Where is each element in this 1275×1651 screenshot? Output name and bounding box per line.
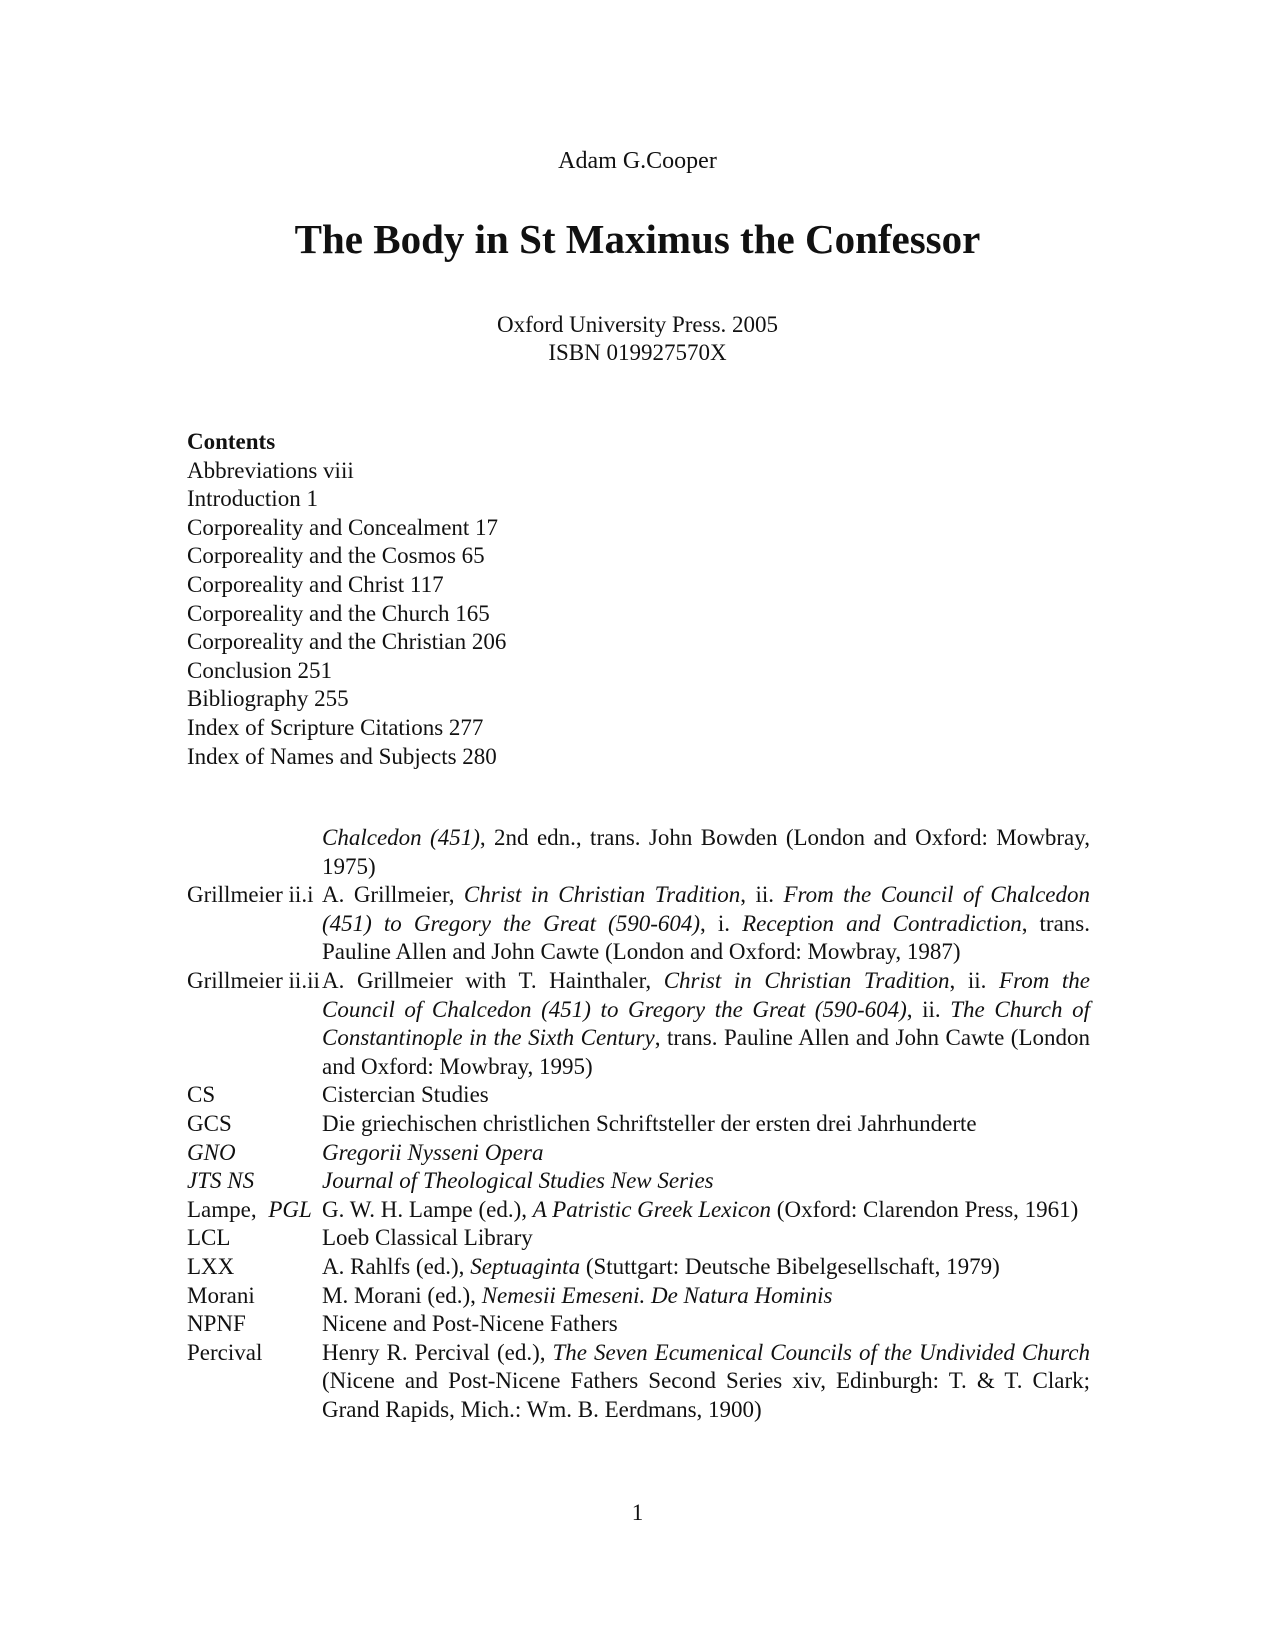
abbreviation-key: Morani <box>187 1282 255 1308</box>
abbreviation-entry <box>187 1282 1090 1311</box>
book-title: The Body in St Maximus the Confessor <box>294 216 981 262</box>
author-name: Adam G.Cooper <box>558 148 717 174</box>
abbreviation-entry <box>187 824 1090 881</box>
contents-item: Index of Names and Subjects 280 <box>187 743 497 769</box>
page-number: 1 <box>631 1500 644 1525</box>
abbreviation-entry <box>187 1196 1090 1225</box>
abbreviation-key: LXX <box>187 1253 235 1279</box>
abbreviation-value: A. Rahlfs (ed.), Septuaginta (Stuttgart: Deutsche Bibelgesellschaft, 1979) <box>322 1253 1000 1279</box>
abbreviation-value: G. W. H. Lampe (ed.), A Patristic Greek Lexicon (Oxford: Clarendon Press, 1961) <box>322 1196 1079 1222</box>
abbreviation-value: M. Morani (ed.), Nemesii Emeseni. De Natura Hominis <box>322 1282 833 1308</box>
contents-item: Corporeality and the Christian 206 <box>187 629 507 655</box>
abbreviation-value: Loeb Classical Library <box>322 1225 533 1251</box>
abbreviation-entry <box>187 1139 1090 1168</box>
contents-item: Corporeality and Concealment 17 <box>187 514 499 540</box>
contents-item: Index of Scripture Citations 277 <box>187 714 484 740</box>
abbreviation-value: Cistercian Studies <box>322 1082 489 1108</box>
abbreviation-entry <box>187 1167 1090 1196</box>
contents-item: Conclusion 251 <box>187 657 333 683</box>
abbreviation-value: Nicene and Post-Nicene Fathers <box>322 1311 618 1337</box>
contents-item: Bibliography 255 <box>187 686 349 712</box>
abbreviation-entry <box>187 881 1090 967</box>
table-of-contents <box>187 428 506 771</box>
abbreviation-key: NPNF <box>187 1311 246 1337</box>
abbreviation-key: GNO <box>187 1139 236 1165</box>
contents-item: Corporeality and the Cosmos 65 <box>187 543 485 569</box>
abbreviation-value: Journal of Theological Studies New Series <box>322 1168 714 1194</box>
abbreviations-list <box>187 824 1090 1424</box>
abbreviation-entry <box>187 967 1090 1081</box>
abbreviation-value: Chalcedon (451), 2nd edn., trans. John Bowden (London and Oxford: Mowbray, 1975) <box>322 825 1090 879</box>
abbreviation-entry <box>187 1081 1090 1110</box>
abbreviation-key: GCS <box>187 1110 232 1136</box>
abbreviation-value: Henry R. Percival (ed.), The Seven Ecumenical Councils of the Undivided Church (Nicene and Post-Nicene Fathers Second Series xiv, Edinburgh: T. & T. Clark; Grand Rapids, Mich.: Wm. B. Eerdmans, 1900) <box>322 1339 1090 1422</box>
abbreviation-entry <box>187 1253 1090 1282</box>
abbreviation-key: CS <box>187 1082 216 1108</box>
abbreviation-value: A. Grillmeier with T. Hainthaler, Christ in Christian Tradition, ii. From the Council of Chalcedon (451) to Gregory the Great (590-604), ii. The Church of Constantinople in the Sixth Century, trans. Pauline Allen and John Cawte (London and Oxford: Mowbray, 1995) <box>322 967 1091 1079</box>
abbreviation-entry <box>187 1310 1090 1339</box>
publisher-line: Oxford University Press. 2005 <box>496 312 779 337</box>
contents-item: Abbreviations viii <box>187 457 354 483</box>
abbreviation-value: A. Grillmeier, Christ in Christian Tradition, ii. From the Council of Chalcedon (451) to Gregory the Great (590-604), i. Reception and Contradiction, trans. Pauline Allen and John Cawte (London and Oxford: Mowbray, 1987) <box>322 882 1090 965</box>
contents-heading: Contents <box>187 429 276 454</box>
contents-item: Corporeality and Christ 117 <box>187 571 444 597</box>
abbreviation-key: Lampe, PGL <box>187 1196 312 1222</box>
publication-info <box>0 311 1275 367</box>
abbreviation-key: Grillmeier ii.i <box>187 882 314 908</box>
abbreviation-key: LCL <box>187 1225 231 1251</box>
contents-item: Corporeality and the Church 165 <box>187 600 490 626</box>
abbreviation-entry <box>187 1224 1090 1253</box>
abbreviation-entry <box>187 1110 1090 1139</box>
abbreviation-value: Gregorii Nysseni Opera <box>322 1139 544 1165</box>
abbreviation-key: Percival <box>187 1339 263 1365</box>
abbreviation-value: Die griechischen christlichen Schriftsteller der ersten drei Jahrhunderte <box>322 1110 977 1136</box>
abbreviation-key: Grillmeier ii.ii <box>187 967 320 993</box>
isbn-line: ISBN 019927570X <box>548 340 727 365</box>
abbreviation-entry <box>187 1339 1090 1425</box>
abbreviation-key: JTS NS <box>187 1168 255 1194</box>
contents-item: Introduction 1 <box>187 486 318 512</box>
